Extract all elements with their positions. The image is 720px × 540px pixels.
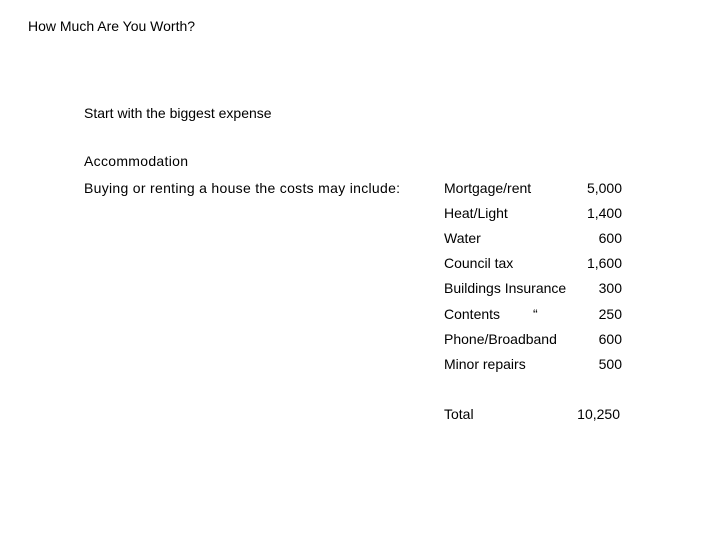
- total-amount: 10,250: [577, 406, 620, 422]
- section-heading: Accommodation: [84, 153, 189, 169]
- cost-amount-minor-repairs: 500: [598, 356, 622, 372]
- cost-label-water: Water: [444, 230, 481, 246]
- cost-amount-mortgage: 5,000: [586, 180, 622, 196]
- cost-label-buildings-insurance: Buildings Insurance: [444, 280, 567, 296]
- intro-text: Start with the biggest expense: [84, 105, 272, 121]
- cost-amount-water: 600: [598, 230, 622, 246]
- cost-amount-council-tax: 1,600: [586, 255, 622, 271]
- cost-amount-buildings-insurance: 300: [598, 280, 622, 296]
- cost-label-heat: Heat/Light: [444, 205, 508, 221]
- cost-amount-heat: 1,400: [586, 205, 622, 221]
- cost-label-council-tax: Council tax: [444, 255, 514, 271]
- cost-amount-phone: 600: [598, 331, 622, 347]
- ditto-mark: “: [533, 306, 538, 322]
- cost-label-contents: Contents: [444, 306, 501, 322]
- total-label: Total: [444, 406, 474, 422]
- section-description: Buying or renting a house the costs may include:: [84, 180, 401, 196]
- page-title: How Much Are You Worth?: [28, 18, 196, 34]
- cost-label-minor-repairs: Minor repairs: [444, 356, 526, 372]
- cost-label-mortgage: Mortgage/rent: [444, 180, 532, 196]
- cost-amount-contents: 250: [598, 306, 622, 322]
- cost-label-phone: Phone/Broadband: [444, 331, 557, 347]
